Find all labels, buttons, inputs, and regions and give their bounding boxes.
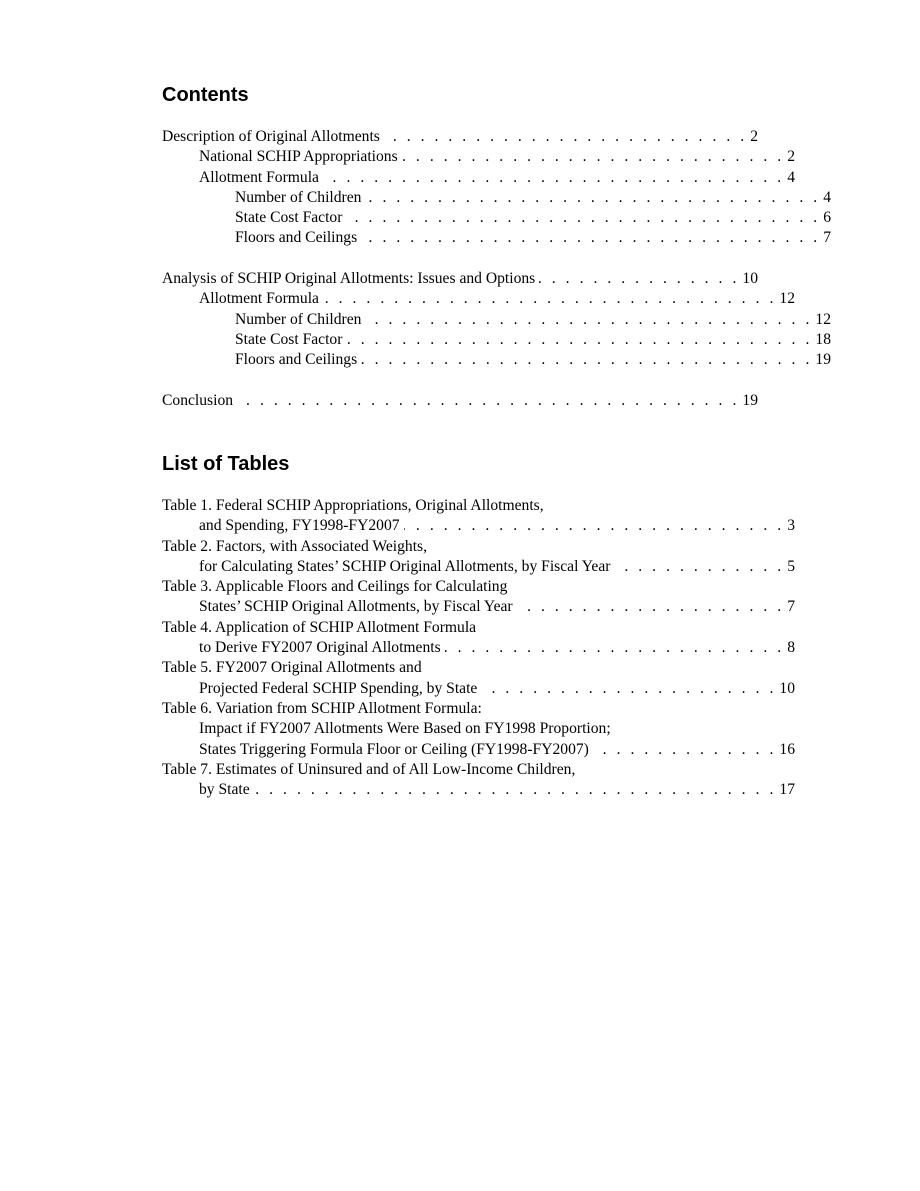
table-entry-page: 3 <box>787 517 795 535</box>
toc-entry[interactable] <box>162 147 795 167</box>
table-entry-page: 17 <box>779 781 795 799</box>
toc-entry-label: Floors and Ceilings <box>235 229 358 247</box>
toc-leader-dots <box>254 780 777 800</box>
contents-list <box>162 127 831 411</box>
toc-leader-dots <box>539 269 739 289</box>
list-of-tables <box>162 496 795 800</box>
toc-entry-label: Number of Children <box>235 188 362 206</box>
toc-leader-dots <box>614 557 784 577</box>
table-entry-label: for Calculating States’ SCHIP Original Allotments, by Fiscal Year <box>199 557 611 575</box>
toc-leader-dots <box>481 679 776 699</box>
toc-entry-label: National SCHIP Appropriations <box>199 148 398 166</box>
toc-entry[interactable] <box>162 269 758 289</box>
toc-entry-page: 19 <box>742 391 758 409</box>
toc-entry[interactable] <box>162 330 831 350</box>
toc-leader-dots <box>593 740 777 760</box>
table-entry-page: 10 <box>779 679 795 697</box>
toc-entry[interactable] <box>162 208 831 228</box>
toc-leader-dots <box>361 350 812 370</box>
table-entry[interactable] <box>162 597 795 617</box>
toc-entry-label: State Cost Factor <box>235 330 343 348</box>
table-entry-page: 16 <box>779 740 795 758</box>
toc-leader-dots <box>517 597 785 617</box>
contents-heading: Contents <box>162 84 249 106</box>
toc-entry-label: Description of Original Allotments <box>162 128 380 145</box>
table-entry-line[interactable]: Table 3. Applicable Floors and Ceilings for Calculating <box>162 578 508 596</box>
table-entry-label: by State <box>199 781 250 799</box>
toc-leader-dots <box>346 330 812 350</box>
toc-leader-dots <box>365 310 812 330</box>
table-entry-page: 5 <box>787 557 795 575</box>
toc-entry-page: 6 <box>823 209 831 227</box>
table-entry[interactable] <box>162 740 795 760</box>
toc-entry[interactable] <box>162 188 831 208</box>
table-entry-line[interactable]: Table 5. FY2007 Original Allotments and <box>162 659 422 677</box>
toc-leader-dots <box>404 516 785 536</box>
toc-leader-dots <box>365 188 820 208</box>
toc-entry-label: Allotment Formula <box>199 168 319 186</box>
toc-entry-label: Allotment Formula <box>199 290 319 308</box>
table-entry-line[interactable]: Table 7. Estimates of Uninsured and of All Low-Income Children, <box>162 760 576 778</box>
table-entry-label: States Triggering Formula Floor or Ceiling (FY1998-FY2007) <box>199 740 589 758</box>
table-entry[interactable] <box>162 638 795 658</box>
toc-entry-page: 2 <box>750 128 758 145</box>
table-entry-line[interactable]: Table 2. Factors, with Associated Weights, <box>162 537 428 555</box>
table-entry[interactable] <box>162 780 795 800</box>
toc-leader-dots <box>361 228 820 248</box>
table-entry-page: 8 <box>787 639 795 657</box>
toc-entry[interactable] <box>162 350 831 370</box>
toc-entry-page: 2 <box>787 148 795 166</box>
table-entry[interactable] <box>162 679 795 699</box>
toc-entry-label: Floors and Ceilings <box>235 351 358 369</box>
toc-entry-page: 12 <box>779 290 795 308</box>
toc-entry[interactable] <box>162 391 758 411</box>
table-entry-label: States’ SCHIP Original Allotments, by Fiscal Year <box>199 598 513 616</box>
toc-leader-dots <box>402 147 785 167</box>
table-entry-page: 7 <box>787 598 795 616</box>
toc-entry[interactable] <box>162 228 831 248</box>
spacer <box>162 371 758 391</box>
toc-entry-page: 4 <box>787 168 795 186</box>
toc-entry-page: 10 <box>742 270 758 288</box>
toc-leader-dots <box>445 638 785 658</box>
toc-leader-dots <box>237 391 739 411</box>
toc-entry-page: 12 <box>815 310 831 328</box>
toc-entry[interactable] <box>162 289 795 309</box>
toc-entry-page: 19 <box>815 351 831 369</box>
toc-leader-dots <box>323 289 776 309</box>
toc-entry-label: State Cost Factor <box>235 209 343 227</box>
toc-entry-label: Analysis of SCHIP Original Allotments: Issues and Options <box>162 270 536 288</box>
table-entry-label: and Spending, FY1998-FY2007 <box>199 517 400 535</box>
toc-entry[interactable] <box>162 168 795 188</box>
toc-entry[interactable] <box>162 127 758 147</box>
list-of-tables-heading: List of Tables <box>162 453 290 475</box>
table-entry-line[interactable]: Table 6. Variation from SCHIP Allotment Formula: <box>162 699 482 717</box>
toc-entry-page: 18 <box>815 330 831 348</box>
table-entry[interactable] <box>162 557 795 577</box>
spacer <box>162 249 758 269</box>
table-entry-line[interactable]: Impact if FY2007 Allotments Were Based on FY1998 Proportion; <box>199 720 611 738</box>
table-entry-line[interactable]: Table 1. Federal SCHIP Appropriations, Original Allotments, <box>162 497 544 514</box>
toc-entry-label: Number of Children <box>235 310 362 328</box>
toc-entry-page: 4 <box>823 188 831 206</box>
table-entry-label: to Derive FY2007 Original Allotments <box>199 639 441 657</box>
toc-leader-dots <box>346 208 820 228</box>
table-entry[interactable] <box>162 516 795 536</box>
toc-leader-dots <box>323 168 784 188</box>
toc-entry-label: Conclusion <box>162 391 234 409</box>
toc-leader-dots <box>384 127 747 147</box>
toc-entry-page: 7 <box>823 229 831 247</box>
table-entry-line[interactable]: Table 4. Application of SCHIP Allotment Formula <box>162 618 477 636</box>
table-entry-label: Projected Federal SCHIP Spending, by State <box>199 679 478 697</box>
toc-entry[interactable] <box>162 310 831 330</box>
